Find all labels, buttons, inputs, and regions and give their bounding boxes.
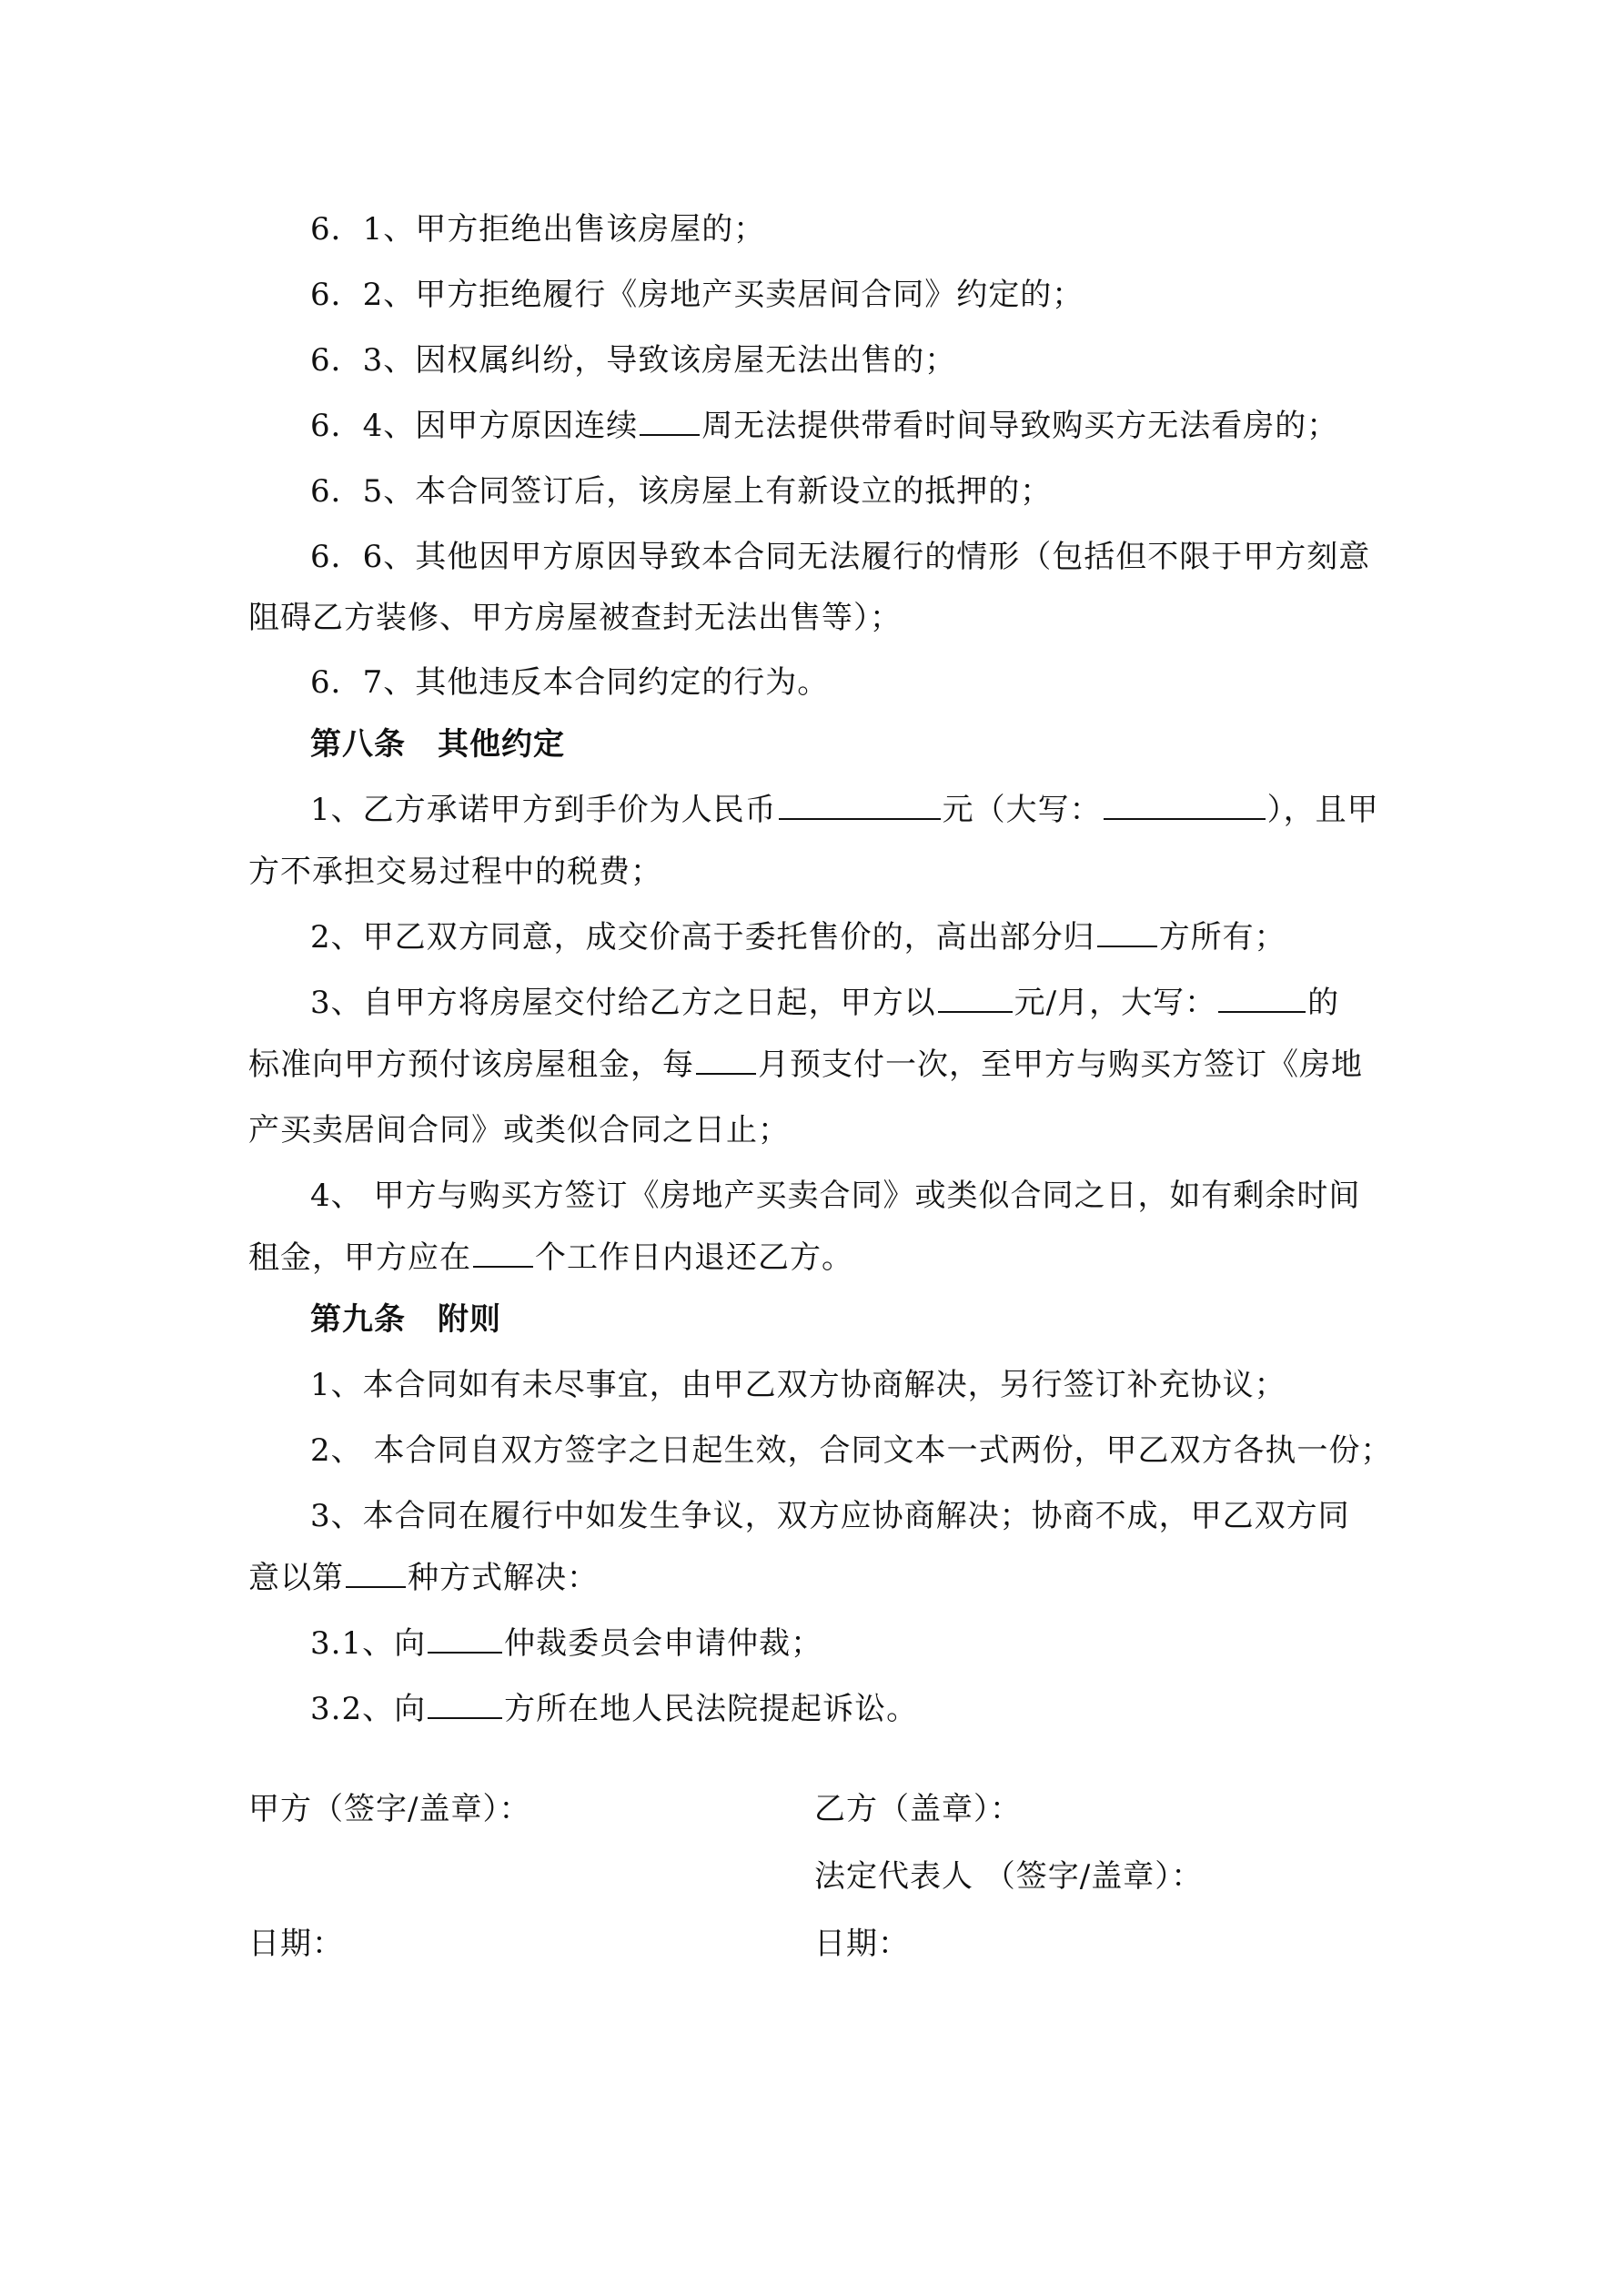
article-8-item-4-line1: 4、 甲方与购买方签订《房地产买卖合同》或类似合同之日，如有剩余时间 xyxy=(310,1178,1361,1214)
clause-6-2: 6．2、甲方拒绝履行《房地产买卖居间合同》约定的； xyxy=(310,277,1084,313)
clause-6-1: 6．1、甲方拒绝出售该房屋的； xyxy=(310,211,766,248)
article-9-item-3-1 xyxy=(310,1611,1447,1676)
blank-price-words xyxy=(1104,791,1266,820)
legal-representative-signature: 法定代表人 （签字/盖章）： xyxy=(814,1858,1204,1895)
a9-32-post: 方所在地人民法院提起诉讼。 xyxy=(504,1691,919,1727)
a8-2-post: 方所有； xyxy=(1158,919,1286,956)
a9-3-l2-pre: 意以第 xyxy=(248,1560,344,1596)
a8-3-post: 的 xyxy=(1307,985,1340,1021)
party-a-date: 日期： xyxy=(248,1926,344,1962)
party-b-seal: 乙方（盖章）： xyxy=(814,1791,1022,1827)
a8-1-pre: 1、乙方承诺甲方到手价为人民币 xyxy=(310,792,777,828)
a8-2-pre: 2、甲乙双方同意，成交价高于委托售价的，高出部分归 xyxy=(310,919,1095,956)
clause-6-4 xyxy=(310,393,1447,459)
party-a-signature: 甲方（签字/盖章）： xyxy=(248,1791,531,1827)
article-8-item-1-line1 xyxy=(310,777,1447,843)
article-8-item-3-line2 xyxy=(248,1032,1386,1097)
clause-6-6-line1: 6．6、其他因甲方原因导致本合同无法履行的情形（包括但不限于甲方刻意 xyxy=(310,539,1371,575)
blank-arbitration xyxy=(428,1624,502,1654)
a8-3-pre: 3、自甲方将房屋交付给乙方之日起，甲方以 xyxy=(310,985,936,1021)
a9-31-post: 仲裁委员会申请仲裁； xyxy=(504,1625,823,1662)
blank-court xyxy=(428,1690,502,1719)
article-8-item-3-line3: 产买卖居间合同》或类似合同之日止； xyxy=(248,1112,790,1148)
article-9-item-3-line2 xyxy=(248,1545,1386,1611)
a8-3-l2-pre: 标准向甲方预付该房屋租金，每 xyxy=(248,1047,694,1083)
blank-rent xyxy=(938,984,1013,1013)
article-8-item-1-line2: 方不承担交易过程中的税费； xyxy=(248,854,662,890)
a8-1-mid: 元（大写： xyxy=(942,792,1102,828)
article-8-item-4-line2 xyxy=(248,1225,1386,1290)
article-9-item-1: 1、本合同如有未尽事宜，由甲乙双方协商解决，另行签订补充协议； xyxy=(310,1367,1286,1403)
a8-1-post: ），且甲 xyxy=(1266,792,1379,828)
blank-party xyxy=(1097,918,1157,947)
blank-method xyxy=(346,1559,406,1588)
article-8-heading: 第八条 其他约定 xyxy=(310,726,565,763)
article-9-item-3-line1: 3、本合同在履行中如发生争议，双方应协商解决；协商不成，甲乙双方同 xyxy=(310,1498,1350,1534)
party-b-date: 日期： xyxy=(814,1926,910,1962)
article-9-heading: 第九条 附则 xyxy=(310,1301,501,1338)
a8-3-l2-post: 月预支付一次，至甲方与购买方签订《房地 xyxy=(758,1047,1363,1083)
a8-3-mid: 元/月，大写： xyxy=(1014,985,1217,1021)
blank-price xyxy=(779,791,941,820)
a8-4-l2-post: 个工作日内退还乙方。 xyxy=(535,1239,853,1276)
article-9-item-3-2 xyxy=(310,1676,1447,1742)
clause-6-5: 6．5、本合同签订后，该房屋上有新设立的抵押的； xyxy=(310,473,1053,510)
a8-4-l2-pre: 租金，甲方应在 xyxy=(248,1239,471,1276)
clause-6-6-line2: 阻碍乙方装修、甲方房屋被查封无法出售等）； xyxy=(248,600,902,636)
blank-months xyxy=(696,1046,756,1075)
a9-3-l2-post: 种方式解决： xyxy=(408,1560,599,1596)
clause-6-4-post: 周无法提供带看时间导致购买方无法看房的； xyxy=(701,408,1339,444)
article-8-item-3-line1 xyxy=(310,970,1447,1036)
article-8-item-2 xyxy=(310,905,1447,970)
blank-weeks xyxy=(640,407,700,436)
article-9-item-2: 2、 本合同自双方签字之日起生效，合同文本一式两份，甲乙双方各执一份； xyxy=(310,1432,1393,1469)
clause-6-3: 6．3、因权属纠纷，导致该房屋无法出售的； xyxy=(310,342,957,379)
a9-31-pre: 3.1、向 xyxy=(310,1625,427,1662)
blank-rent-words xyxy=(1218,984,1306,1013)
blank-workdays xyxy=(473,1239,533,1268)
clause-6-4-pre: 6．4、因甲方原因连续 xyxy=(310,408,639,444)
a9-32-pre: 3.2、向 xyxy=(310,1691,427,1727)
clause-6-7: 6．7、其他违反本合同约定的行为。 xyxy=(310,664,830,701)
